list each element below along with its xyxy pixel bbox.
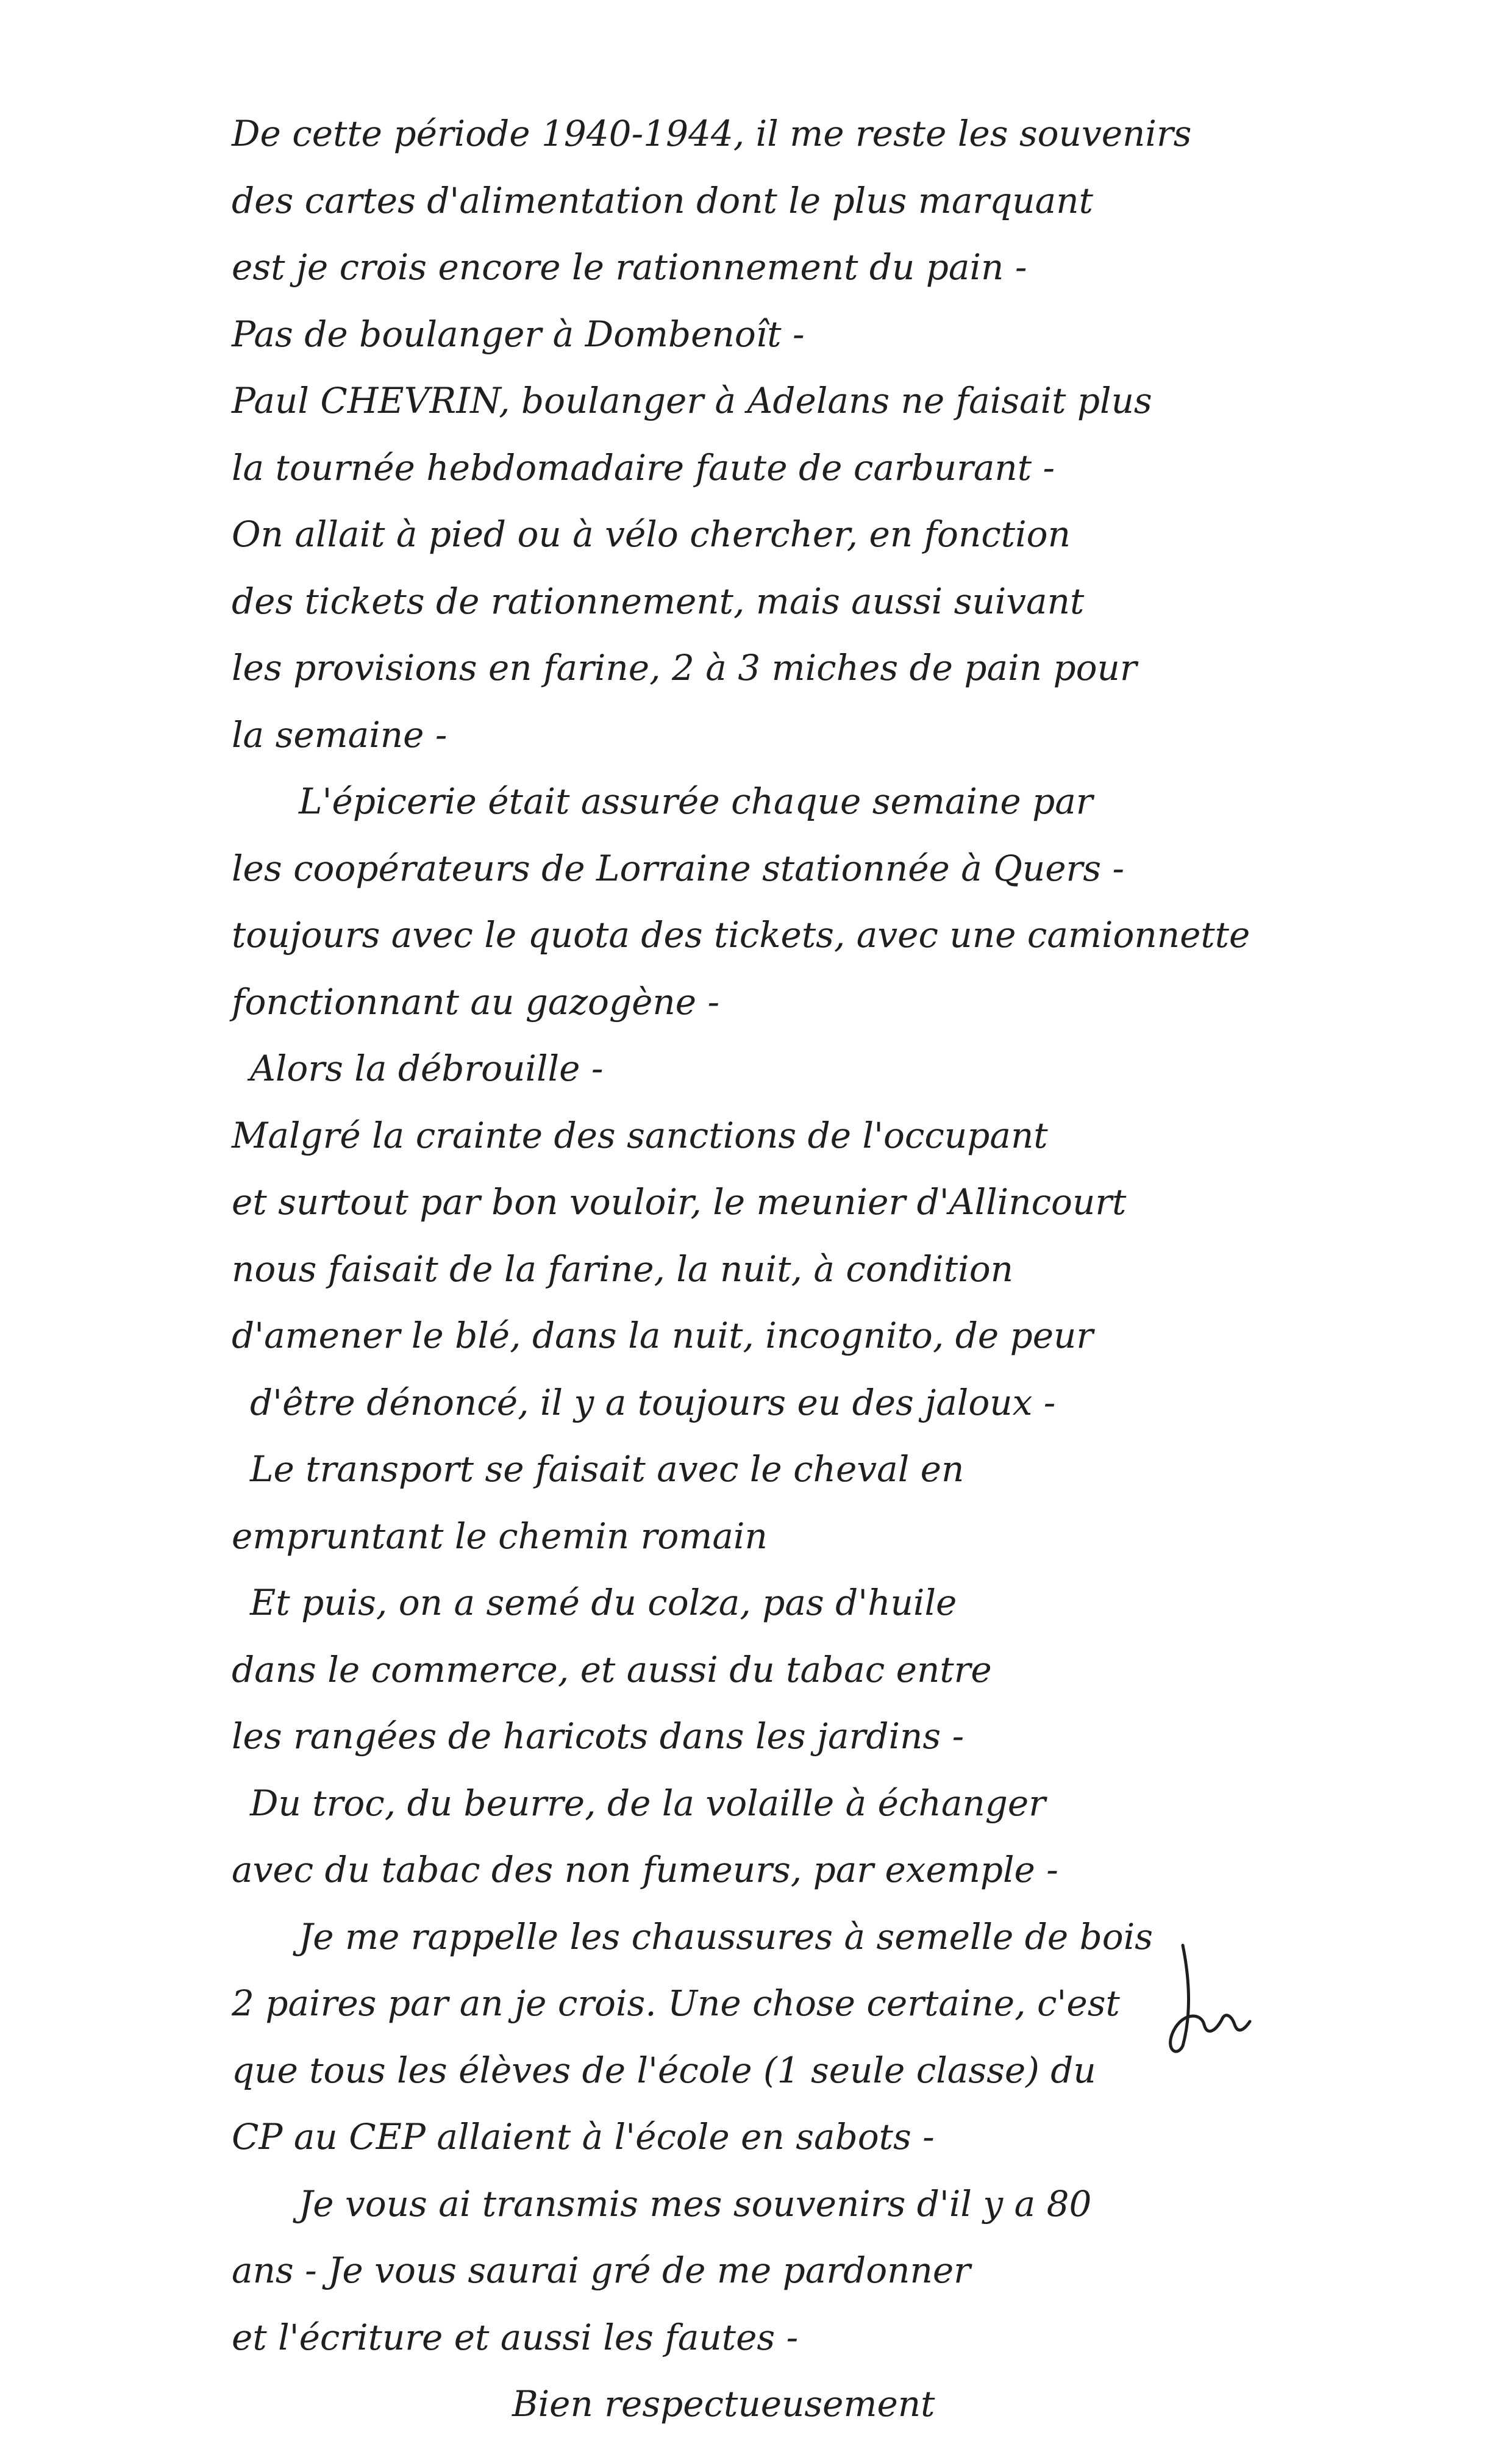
signature-mark <box>1146 1939 1256 2061</box>
letter-line: Du troc, du beurre, de la volaille à échanger <box>250 1782 1046 1824</box>
handwritten-letter <box>232 101 1421 2438</box>
letter-line: que tous les élèves de l'école (1 seule classe) du <box>232 2049 1096 2091</box>
letter-line: toujours avec le quota des tickets, avec une camionnette <box>232 914 1250 956</box>
letter-line: CP au CEP allaient à l'école en sabots - <box>232 2116 935 2157</box>
letter-line: des cartes d'alimentation dont le plus marquant <box>232 179 1093 221</box>
letter-line: d'amener le blé, dans la nuit, incognito, de peur <box>232 1315 1094 1356</box>
letter-line: Le transport se faisait avec le cheval en <box>250 1448 965 1490</box>
letter-line: Je vous ai transmis mes souvenirs d'il y a 80 <box>299 2182 1092 2225</box>
letter-line: et surtout par bon vouloir, le meunier d'Allincourt <box>232 1181 1127 1223</box>
letter-line: ans - Je vous saurai gré de me pardonner <box>232 2250 971 2291</box>
letter-closing: Bien respectueusement <box>512 2383 935 2425</box>
letter-line: nous faisait de la farine, la nuit, à condition <box>232 1248 1013 1290</box>
letter-line: Alors la débrouille - <box>250 1048 604 1089</box>
letter-line: Malgré la crainte des sanctions de l'occupant <box>232 1114 1048 1156</box>
letter-line: les provisions en farine, 2 à 3 miches de pain pour <box>232 647 1137 688</box>
letter-line: des tickets de rationnement, mais aussi suivant <box>232 580 1085 622</box>
letter-line: De cette période 1940-1944, il me reste les souvenirs <box>232 113 1192 154</box>
letter-line: Pas de boulanger à Dombenoît - <box>232 313 805 355</box>
letter-line: les rangées de haricots dans les jardins - <box>232 1715 965 1757</box>
letter-line: et l'écriture et aussi les fautes - <box>232 2316 799 2358</box>
letter-line: L'épicerie était assurée chaque semaine par <box>299 781 1093 822</box>
letter-line: avec du tabac des non fumeurs, par exemple - <box>232 1849 1058 1890</box>
letter-line: On allait à pied ou à vélo chercher, en fonction <box>232 513 1071 555</box>
letter-line: est je crois encore le rationnement du pain - <box>232 246 1027 288</box>
letter-line: la semaine - <box>232 713 448 756</box>
letter-line: la tournée hebdomadaire faute de carburant - <box>232 446 1055 488</box>
signature-stroke <box>1171 1945 1250 2051</box>
letter-line: dans le commerce, et aussi du tabac entre <box>232 1648 992 1690</box>
letter-line: Je me rappelle les chaussures à semelle de bois <box>299 1915 1154 1957</box>
letter-line: d'être dénoncé, il y a toujours eu des jaloux - <box>250 1381 1056 1423</box>
letter-line: 2 paires par an je crois. Une chose certaine, c'est <box>232 1982 1120 2024</box>
letter-line: les coopérateurs de Lorraine stationnée à Quers - <box>232 847 1125 889</box>
letter-line: empruntant le chemin romain <box>232 1515 768 1557</box>
letter-line: Et puis, on a semé du colza, pas d'huile <box>250 1582 957 1623</box>
letter-line: fonctionnant au gazogène - <box>232 981 720 1023</box>
letter-line: Paul CHEVRIN, boulanger à Adelans ne faisait plus <box>232 380 1152 421</box>
